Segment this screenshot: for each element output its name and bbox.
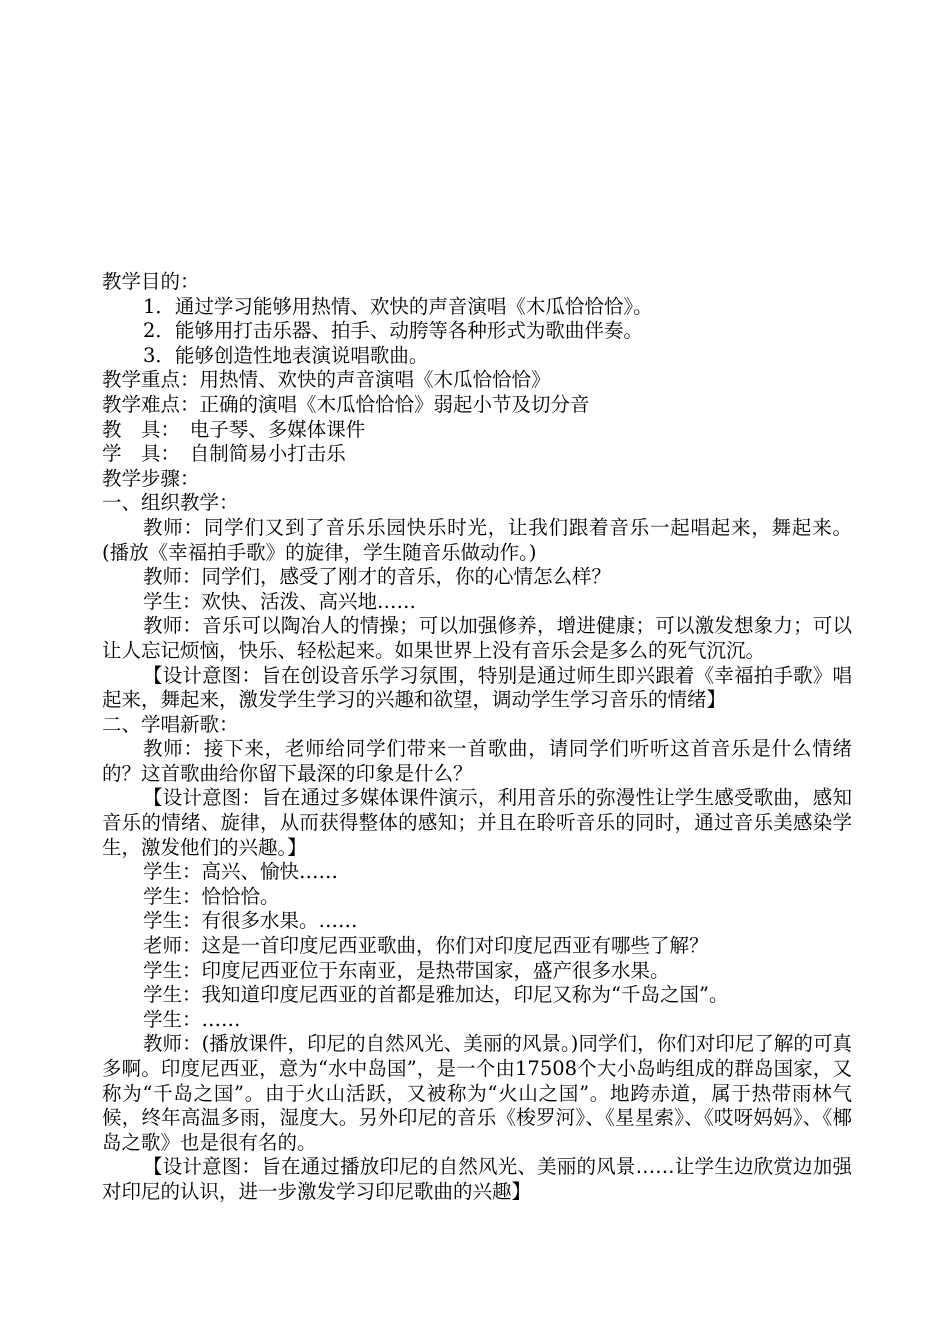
learning-aids: 学 具： 自制简易小打击乐 bbox=[102, 442, 346, 466]
section1-paragraph-1: 教师：同学们又到了音乐乐园快乐时光，让我们跟着音乐一起唱起来，舞起来。(播放《幸福拍手歌》的旋律，学生随音乐做动作。) bbox=[102, 515, 852, 564]
dialogue-line-4: 老师：这是一首印度尼西亚歌曲，你们对印度尼西亚有哪些了解？ bbox=[143, 934, 709, 958]
dialogue-line-2: 学生：恰恰恰。 bbox=[143, 884, 280, 908]
key-point: 教学重点：用热情、欢快的声音演唱《木瓜恰恰恰》 bbox=[102, 368, 551, 392]
teaching-aids: 教 具： 电子琴、多媒体课件 bbox=[102, 417, 366, 441]
steps-title: 教学步骤： bbox=[102, 466, 200, 490]
section1-paragraph-3: 学生：欢快、活泼、高兴地…… bbox=[143, 589, 417, 613]
section1-heading: 一、组织教学： bbox=[102, 491, 239, 515]
section2-design-intent-2: 【设计意图：旨在通过播放印尼的自然风光、美丽的风景……让学生边欣赏边加强对印尼的认识，进一步激发学习印尼歌曲的兴趣】 bbox=[102, 1155, 852, 1203]
goal-item-1: 1．通过学习能够用热情、欢快的声音演唱《木瓜恰恰恰》。 bbox=[143, 294, 653, 318]
section2-paragraph-2: 教师：(播放课件，印尼的自然风光、美丽的风景。)同学们，你们对印尼了解的可真多啊。印度尼西亚，意为“水中岛国”，是一个由17508个大小岛屿组成的群岛国家，又称为“千岛之国”。由于火山活跃，又被称为“火山之国”。地跨赤道，属于热带雨林气候，终年高温多雨，湿度大。另外印尼的音乐《梭罗河》、《星星索》、《哎呀妈妈》、《椰岛之歌》也是很有名的。 bbox=[102, 1032, 852, 1154]
dialogue-line-6: 学生：我知道印度尼西亚的首都是雅加达，印尼又称为“千岛之国”。 bbox=[143, 983, 729, 1007]
dialogue-line-3: 学生：有很多水果。…… bbox=[143, 909, 358, 933]
section1-paragraph-4: 教师：音乐可以陶冶人的情操；可以加强修养，增进健康；可以激发想象力；可以让人忘记烦恼，快乐、轻松起来。如果世界上没有音乐会是多么的死气沉沉。 bbox=[102, 614, 852, 662]
section2-heading: 二、学唱新歌： bbox=[102, 712, 239, 736]
dialogue-line-5: 学生：印度尼西亚位于东南亚，是热带国家，盛产很多水果。 bbox=[143, 958, 670, 982]
document-page bbox=[102, 270, 852, 1205]
dialogue-line-7: 学生：…… bbox=[143, 1007, 241, 1031]
section2-design-intent-1: 【设计意图：旨在通过多媒体课件演示，利用音乐的弥漫性让学生感受歌曲，感知音乐的情绪、旋律，从而获得整体的感知；并且在聆听音乐的同时，通过音乐美感染学生，激发他们的兴趣。】 bbox=[102, 786, 852, 859]
section2-paragraph-1: 教师：接下来，老师给同学们带来一首歌曲，请同学们听听这首音乐是什么情绪的？这首歌曲给你留下最深的印象是什么？ bbox=[102, 737, 852, 785]
section1-paragraph-2: 教师：同学们，感受了刚才的音乐，你的心情怎么样？ bbox=[143, 565, 612, 589]
goal-item-3: 3．能够创造性地表演说唱歌曲。 bbox=[143, 343, 429, 367]
dialogue-line-1: 学生：高兴、愉快…… bbox=[143, 860, 339, 884]
goal-item-2: 2．能够用打击乐器、拍手、动胯等各种形式为歌曲伴奏。 bbox=[143, 319, 643, 343]
goals-title: 教学目的： bbox=[102, 270, 200, 293]
section1-design-intent: 【设计意图：旨在创设音乐学习氛围，特别是通过师生即兴跟着《幸福拍手歌》唱起来，舞起来，激发学生学习的兴趣和欲望，调动学生学习音乐的情绪】 bbox=[102, 663, 852, 712]
difficulty: 教学难点：正确的演唱《木瓜恰恰恰》弱起小节及切分音 bbox=[102, 392, 590, 416]
